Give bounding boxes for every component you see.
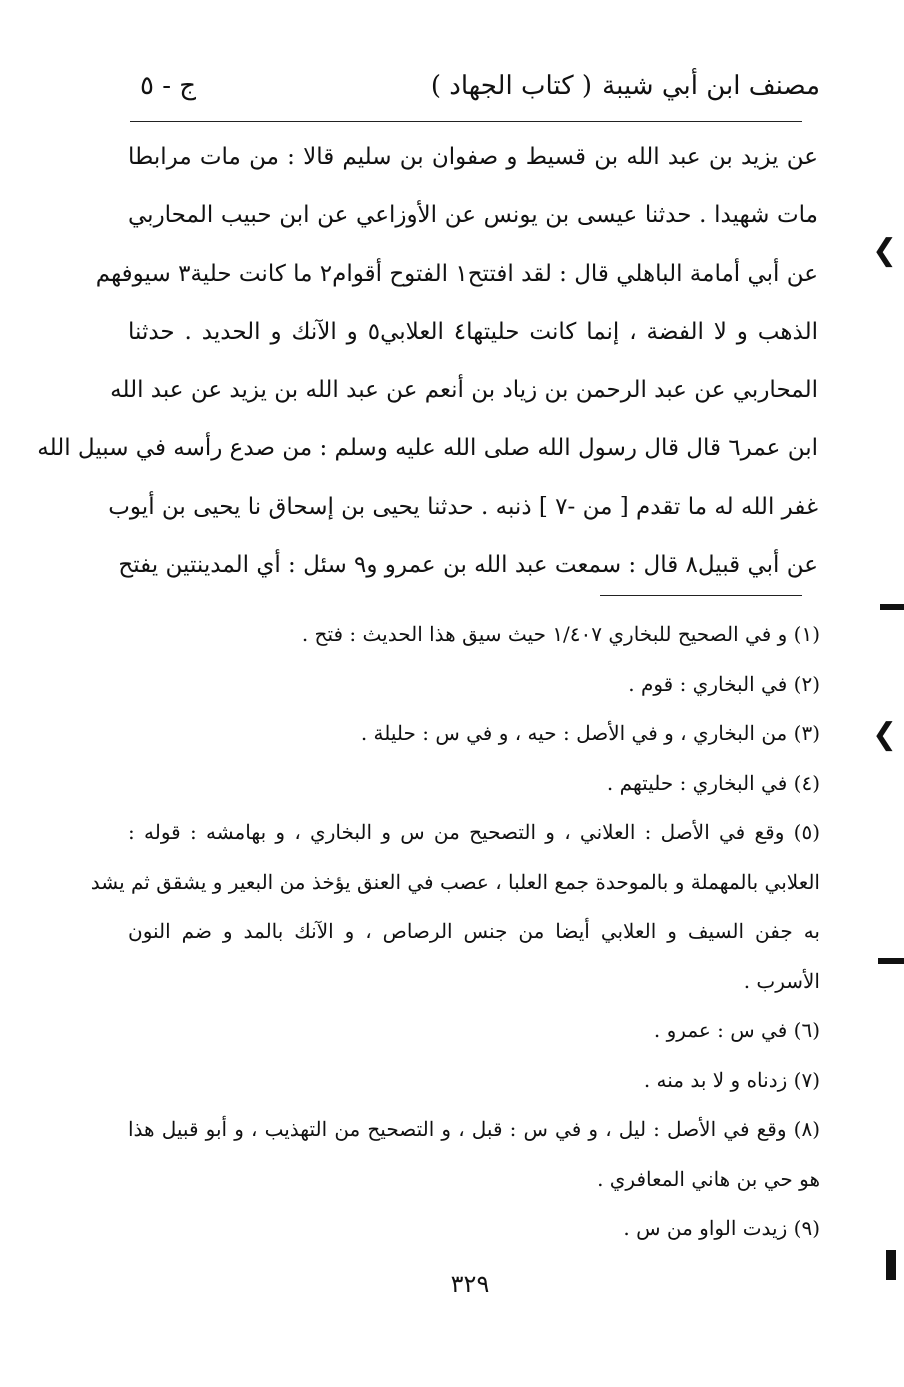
text-line: الذهب و لا الفضة ، إنما كانت حليتها٤ العلابي٥ و الآنك و الحديد . حدثنا [128,318,818,345]
footnote: (٤) في البخاري : حليتهم . [606,770,820,795]
footnote: (٧) زدناه و لا بد منه . [643,1067,820,1092]
edge-scan-mark [880,604,904,610]
footnote: (٥) وقع في الأصل : العلاني ، و التصحيح من س و البخاري ، و بهامشه : قوله : [128,820,820,844]
footnote-continuation: هو حي بن هاني المعافري . [597,1166,820,1191]
main-text [37,128,818,594]
text-line: عن أبي قبيل٨ قال : سمعت عبد الله بن عمرو و٩ سئل : أي المدينتين يفتح [118,552,818,579]
running-header [140,66,820,106]
page-number: ٣٢٩ [450,1270,490,1298]
footnote-continuation: العلابي بالمهملة و بالموحدة جمع العلبا ، عصب في العنق يؤخذ من البعير و يشقق ثم يشد [90,869,820,894]
footnote: (٣) من البخاري ، و في الأصل : حيه ، و في س : حليلة . [360,721,820,745]
text-line: ابن عمر٦ قال قال رسول الله صلى الله عليه وسلم : من صدع رأسه في سبيل الله [37,435,818,462]
footnote-separator [600,595,802,596]
volume-number: ج - ٥ [140,71,197,101]
footnote: (١) و في الصحيح للبخاري ١/٤٠٧ حيث سيق هذا الحديث : فتح . [301,622,820,646]
text-line: غفر الله له ما تقدم [ من -٧ ] ذنبه . حدثنا يحيى بن إسحاق نا يحيى بن أيوب [108,493,818,520]
footnote: (٩) زيدت الواو من س . [623,1216,820,1240]
text-line: المحاربي عن عبد الرحمن بن زياد بن أنعم عن عبد الله بن يزيد عن عبد الله [110,377,818,404]
footnote: (٨) وقع في الأصل : ليل ، و في س : قبل ، و التصحيح من التهذيب ، و أبو قبيل هذا [128,1117,820,1141]
footnotes [90,610,820,1254]
edge-scan-mark [886,1250,896,1280]
chapter-title: ( كتاب الجهاد ) [430,71,592,101]
header-rule [130,121,802,122]
book-title: مصنف ابن أبي شيبة [602,71,820,101]
text-line: عن أبي أمامة الباهلي قال : لقد افتتح١ الفتوح أقوام٢ ما كانت حلية٣ سيوفهم [95,260,818,287]
margin-bracket-icon: ❮ [872,233,898,268]
footnote-continuation: الأسرب . [743,968,820,993]
text-line: عن يزيد بن عبد الله بن قسيط و صفوان بن سليم قالا : من مات مرابطا [128,144,818,170]
text-line: مات شهيدا . حدثنا عيسى بن يونس عن الأوزاعي عن ابن حبيب المحاربي [128,202,818,229]
margin-bracket-icon: ❮ [872,717,898,752]
edge-scan-mark [878,958,904,964]
footnote: (٢) في البخاري : قوم . [628,671,820,696]
footnote: (٦) في س : عمرو . [653,1018,820,1042]
footnote-continuation: به جفن السيف و العلابي أيضا من جنس الرصاص ، و الآنك بالمد و ضم النون [128,919,820,943]
